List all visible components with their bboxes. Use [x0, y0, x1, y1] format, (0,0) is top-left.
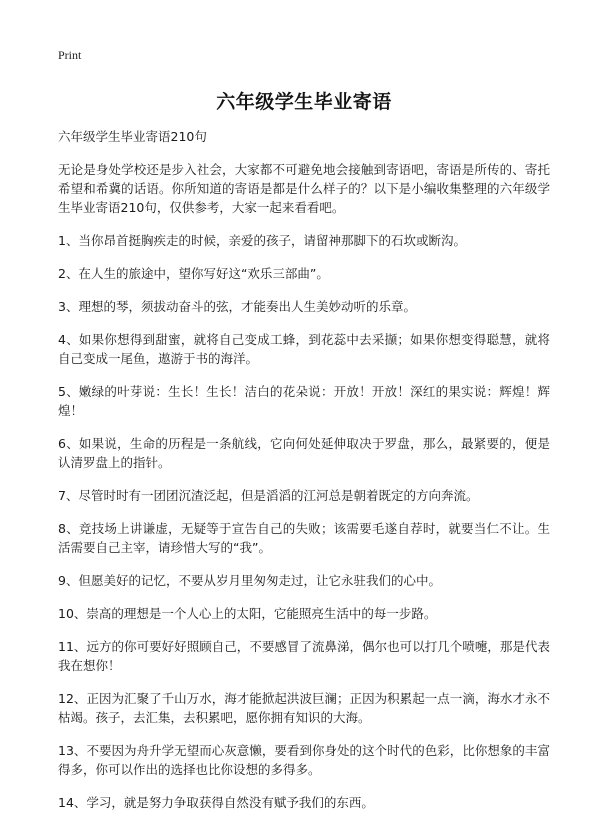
list-item: 11、远方的你可要好好照顾自己，不要感冒了流鼻涕，偶尔也可以打几个喷嚏，那是代表我在想你！ [58, 639, 550, 673]
list-item: 2、在人生的旅途中，望你写好这“欢乐三部曲”。 [58, 266, 329, 281]
list-item: 14、学习，就是努力争取获得自然没有赋予我们的东西。 [58, 795, 374, 810]
list-item: 8、竞技场上讲谦虚，无疑等于宣告自己的失败；该需要毛遂自荐时，就要当仁不让。生活需要自己主宰，请珍惜大写的“我”。 [58, 521, 550, 555]
document-subtitle: 六年级学生毕业寄语210句 [58, 129, 207, 144]
list-item: 13、不要因为舟升学无望而心灰意懒，要看到你身处的这个时代的色彩，比你想象的丰富得多，你可以作出的选择也比你设想的多得多。 [58, 743, 550, 777]
message-list [58, 231, 550, 812]
list-item: 4、如果你想得到甜蜜，就将自己变成工蜂，到花蕊中去采撷；如果你想变得聪慧，就将自己变成一尾鱼，遨游于书的海洋。 [58, 332, 550, 366]
list-item: 9、但愿美好的记忆，不要从岁月里匆匆走过，让它永驻我们的心中。 [58, 573, 441, 588]
page-title: 六年级学生毕业寄语 [216, 91, 392, 113]
print-link[interactable]: Print [58, 48, 82, 62]
list-item: 3、理想的琴，须拔动奋斗的弦，才能奏出人生美妙动听的乐章。 [58, 299, 416, 314]
list-item: 10、崇高的理想是一个人心上的太阳，它能照亮生活中的每一步路。 [58, 606, 437, 621]
list-item: 12、正因为汇聚了千山万水，海才能掀起洪波巨澜；正因为积累起一点一滴，海水才永不枯竭。孩子，去汇集，去积累吧，愿你拥有知识的大海。 [58, 691, 550, 725]
list-item: 1、当你昂首挺胸疾走的时候，亲爱的孩子，请留神那脚下的石坎或断沟。 [58, 233, 466, 248]
list-item: 7、尽管时时有一团团沉渣泛起，但是滔滔的江河总是朝着既定的方向奔流。 [58, 488, 479, 503]
list-item: 5、嫩绿的叶芽说：生长！生长！洁白的花朵说：开放！开放！深红的果实说：辉煌！辉煌！ [58, 384, 550, 418]
intro-paragraph: 无论是身处学校还是步入社会，大家都不可避免地会接触到寄语吧，寄语是所传的、寄托希望和希冀的话语。你所知道的寄语是都是什么样子的？以下是小编收集整理的六年级学生毕业寄语210句，仅供参考，大家一起来看看吧。 [58, 162, 550, 215]
list-item: 6、如果说，生命的历程是一条航线，它向何处延伸取决于罗盘，那么，最紧要的，便是认清罗盘上的指针。 [58, 436, 550, 470]
